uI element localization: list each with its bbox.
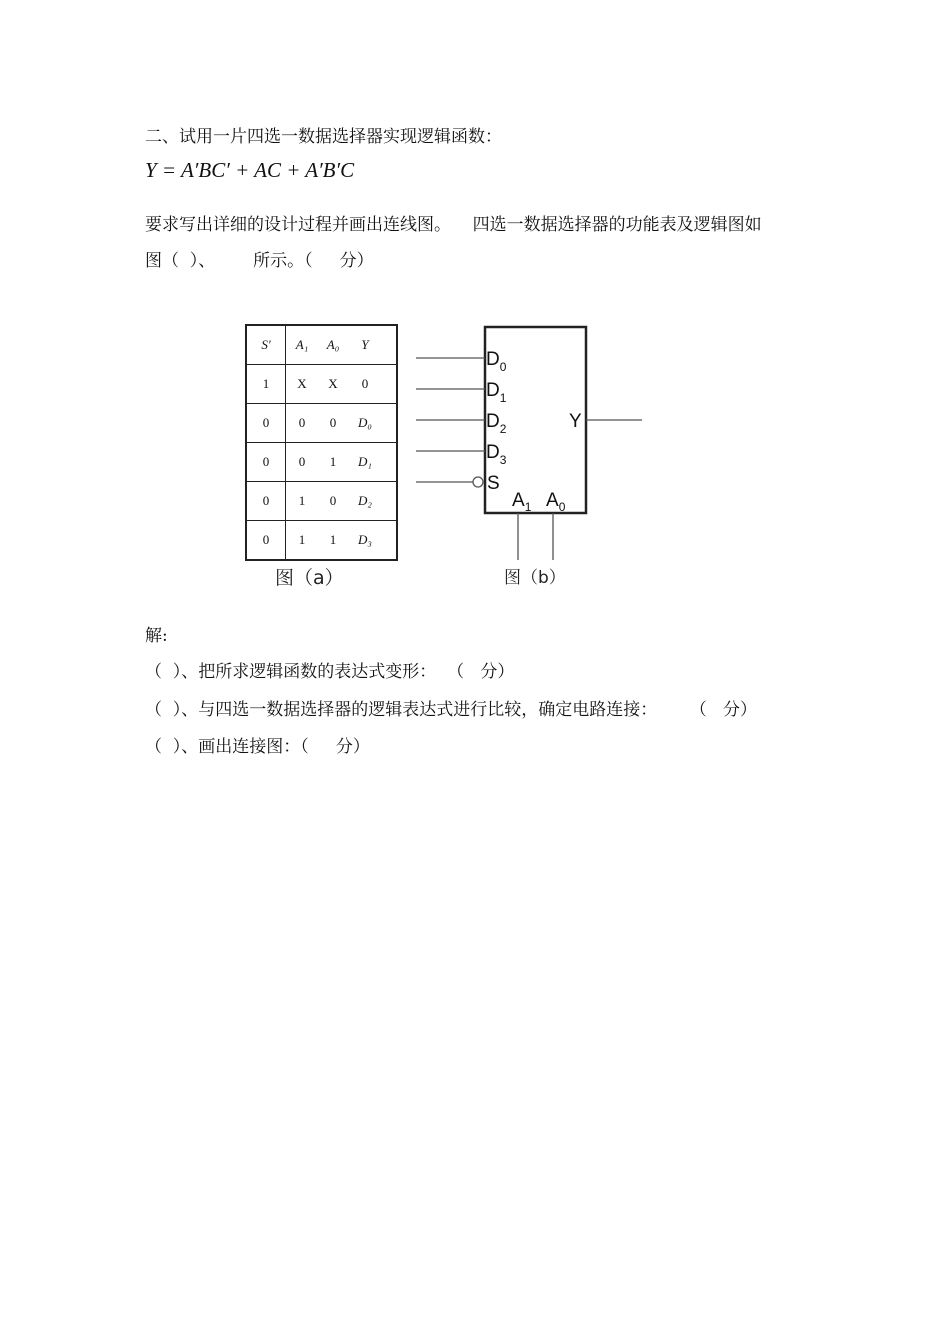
table-row bbox=[246, 365, 397, 404]
cell-a1: X bbox=[297, 376, 307, 391]
cell-a0: X bbox=[328, 376, 338, 391]
cell-s: 0 bbox=[246, 482, 286, 521]
table-row bbox=[246, 443, 397, 482]
cell-s: 0 bbox=[246, 521, 286, 561]
figure-a-caption: 图（a） bbox=[275, 567, 344, 589]
cell-s: 1 bbox=[246, 365, 286, 404]
cell-a1: 0 bbox=[298, 454, 306, 469]
table-header-row bbox=[246, 325, 397, 365]
header-s: S′ bbox=[246, 325, 286, 365]
header-a0: A₀ bbox=[326, 337, 340, 352]
cell-y: 0 bbox=[361, 376, 369, 391]
cell-a1: 1 bbox=[298, 532, 306, 547]
label-s: S bbox=[487, 473, 500, 494]
label-d2: $D_2$ bbox=[486, 411, 507, 436]
label-a1: $A_1$ bbox=[512, 490, 532, 514]
requirement-line-1: 要求写出详细的设计过程并画出连线图。 四选一数据选择器的功能表及逻辑图如 bbox=[145, 215, 762, 235]
solution-title: 解: bbox=[145, 626, 168, 646]
cell-a0: 1 bbox=[329, 532, 337, 547]
solution-step-3: （ ）、画出连接图：（ 分） bbox=[145, 737, 370, 757]
table-row bbox=[246, 482, 397, 521]
cell-y: D₃ bbox=[358, 532, 372, 547]
table-row bbox=[246, 404, 397, 443]
cell-y: D₂ bbox=[358, 493, 372, 508]
label-d3: $D_3$ bbox=[486, 442, 507, 467]
label-d0: $D_0$ bbox=[486, 349, 507, 374]
header-a1: A₁ bbox=[295, 337, 309, 352]
cell-a0: 0 bbox=[329, 415, 337, 430]
question-title: 二、试用一片四选一数据选择器实现逻辑函数： bbox=[145, 127, 502, 147]
inversion-bubble bbox=[473, 477, 483, 487]
cell-y: D₁ bbox=[358, 454, 372, 469]
figure-b-caption: 图（b） bbox=[504, 568, 566, 588]
cell-s: 0 bbox=[246, 443, 286, 482]
cell-s: 0 bbox=[246, 404, 286, 443]
label-d1: $D_1$ bbox=[486, 380, 507, 405]
cell-y: D₀ bbox=[358, 415, 372, 430]
requirement-line-2: 图（ ）、 所示。（ 分） bbox=[145, 251, 374, 271]
table-row bbox=[246, 521, 397, 561]
function-table bbox=[245, 324, 398, 561]
solution-step-2: （ ）、与四选一数据选择器的逻辑表达式进行比较，确定电路连接： （ 分） bbox=[145, 700, 757, 720]
cell-a1: 0 bbox=[298, 415, 306, 430]
cell-a1: 1 bbox=[298, 493, 306, 508]
cell-a0: 0 bbox=[329, 493, 337, 508]
cell-a0: 1 bbox=[329, 454, 337, 469]
label-a0: $A_0$ bbox=[546, 490, 566, 514]
label-y: Y bbox=[569, 411, 582, 432]
function-table-figure bbox=[245, 324, 398, 561]
solution-step-1: （ ）、把所求逻辑函数的表达式变形： （ 分） bbox=[145, 662, 515, 682]
header-y: Y bbox=[361, 337, 369, 352]
logic-formula: Y = A′BC′ + AC + A′B′C bbox=[145, 158, 355, 182]
mux-logic-diagram bbox=[410, 320, 660, 570]
